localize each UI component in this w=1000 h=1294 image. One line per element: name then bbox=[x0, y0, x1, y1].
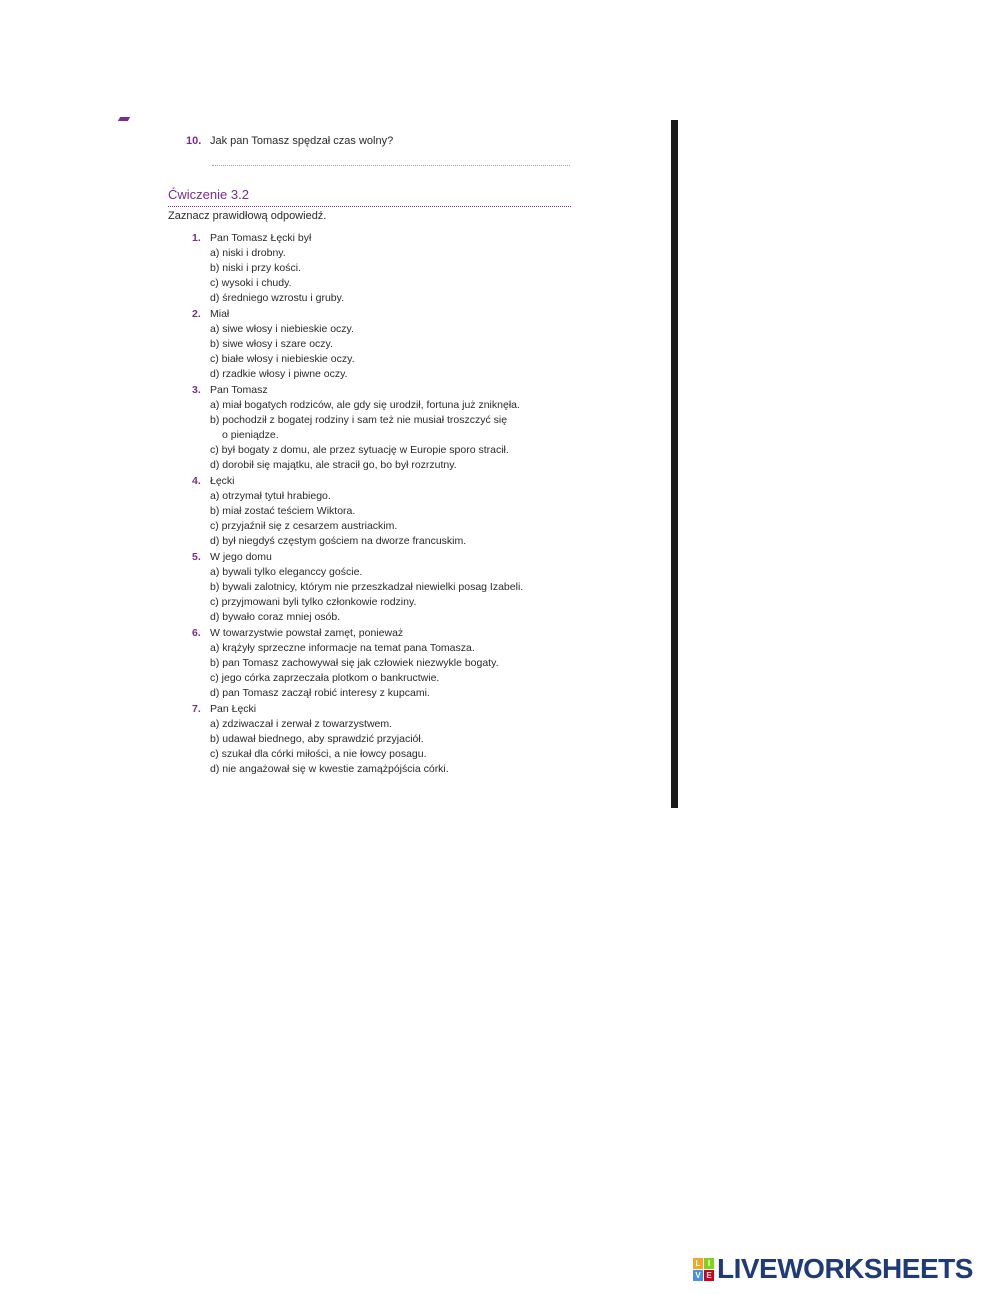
question-1 bbox=[192, 231, 572, 306]
answer-option[interactable] bbox=[192, 747, 572, 762]
logo-icon-cell: L bbox=[693, 1258, 703, 1269]
question-number: 4. bbox=[192, 475, 201, 487]
exercise-title: Ćwiczenie 3.2 bbox=[168, 187, 249, 202]
question-7 bbox=[192, 702, 572, 777]
question-number: 2. bbox=[192, 308, 201, 321]
question-number: 10. bbox=[186, 135, 202, 147]
answer-option-text: b) udawał biednego, aby sprawdzić przyjaciół. bbox=[210, 732, 424, 745]
answer-option-text: a) krążyły sprzeczne informacje na temat pana Tomasza. bbox=[210, 641, 475, 654]
liveworksheets-logo bbox=[693, 1255, 973, 1283]
answer-option[interactable] bbox=[192, 489, 572, 504]
exercise-divider bbox=[168, 206, 571, 207]
answer-option[interactable] bbox=[192, 443, 572, 458]
question-6 bbox=[192, 626, 572, 701]
question-prompt bbox=[192, 474, 572, 489]
question-prompt bbox=[192, 626, 572, 641]
answer-option-text: a) niski i drobny. bbox=[210, 246, 286, 259]
answer-option[interactable] bbox=[192, 352, 572, 367]
answer-option[interactable] bbox=[192, 276, 572, 291]
logo-icon-cell: V bbox=[693, 1270, 703, 1281]
answer-option[interactable] bbox=[192, 413, 572, 443]
answer-option-continuation: o pieniądze. bbox=[222, 428, 279, 441]
answer-option-text: b) siwe włosy i szare oczy. bbox=[210, 337, 333, 350]
question-prompt bbox=[192, 307, 572, 322]
logo-icon-cell: I bbox=[704, 1258, 714, 1269]
question-10 bbox=[186, 135, 393, 147]
answer-option[interactable] bbox=[192, 398, 572, 413]
answer-option[interactable] bbox=[192, 246, 572, 261]
answer-option[interactable] bbox=[192, 641, 572, 656]
answer-option-text: c) wysoki i chudy. bbox=[210, 276, 292, 289]
question-text: Pan Tomasz bbox=[210, 384, 268, 397]
answer-option-text: d) bywało coraz mniej osób. bbox=[210, 610, 341, 623]
logo-text: LIVEWORKSHEETS bbox=[717, 1253, 973, 1284]
answer-option-text: a) zdziwaczał i zerwał z towarzystwem. bbox=[210, 718, 393, 730]
question-text: Łęcki bbox=[210, 475, 235, 487]
question-4 bbox=[192, 474, 572, 549]
answer-option[interactable] bbox=[192, 595, 572, 610]
question-text: Miał bbox=[210, 308, 230, 321]
answer-option-text: b) miał zostać teściem Wiktora. bbox=[210, 504, 356, 517]
answer-option[interactable] bbox=[192, 504, 572, 519]
question-3 bbox=[192, 383, 572, 472]
answer-option-text: d) pan Tomasz zaczął robić interesy z kupcami. bbox=[210, 686, 430, 699]
answer-option-text: d) rzadkie włosy i piwne oczy. bbox=[210, 367, 348, 380]
answer-option-text: c) przyjaźnił się z cesarzem austriackim. bbox=[210, 519, 398, 532]
answer-option-text: a) otrzymał tytuł hrabiego. bbox=[210, 489, 331, 502]
answer-option-text: b) niski i przy kości. bbox=[210, 261, 302, 274]
answer-option-text: b) pan Tomasz zachowywał się jak człowiek niezwykle bogaty. bbox=[210, 656, 499, 669]
answer-line[interactable] bbox=[212, 165, 570, 166]
question-5 bbox=[192, 550, 572, 625]
question-list bbox=[192, 231, 572, 778]
question-prompt bbox=[192, 231, 572, 246]
corner-mark bbox=[118, 117, 130, 121]
answer-option-text: a) miał bogatych rodziców, ale gdy się urodził, fortuna już zniknęła. bbox=[210, 398, 520, 411]
answer-option-text: d) dorobił się majątku, ale stracił go, bo był rozrzutny. bbox=[210, 458, 457, 471]
answer-option-text: b) bywali zalotnicy, którym nie przeszkadzał niewielki posag Izabeli. bbox=[210, 580, 524, 593]
answer-option[interactable] bbox=[192, 337, 572, 352]
answer-option[interactable] bbox=[192, 458, 572, 473]
answer-option-text: c) jego córka zaprzeczała plotkom o bankructwie. bbox=[210, 671, 440, 684]
answer-option-text: c) szukał dla córki miłości, a nie łowcy posagu. bbox=[210, 747, 427, 760]
question-number: 5. bbox=[192, 551, 201, 564]
answer-option-text: c) przyjmowani byli tylko członkowie rodziny. bbox=[210, 595, 417, 608]
answer-option[interactable] bbox=[192, 519, 572, 534]
answer-option[interactable] bbox=[192, 686, 572, 701]
logo-icon bbox=[693, 1258, 714, 1281]
answer-option[interactable] bbox=[192, 534, 572, 549]
answer-option[interactable] bbox=[192, 580, 572, 595]
answer-option-text: a) bywali tylko eleganccy goście. bbox=[210, 565, 363, 578]
answer-option[interactable] bbox=[192, 610, 572, 625]
question-number: 3. bbox=[192, 384, 201, 397]
question-text: W towarzystwie powstał zamęt, ponieważ bbox=[210, 627, 404, 640]
answer-option-text: c) był bogaty z domu, ale przez sytuację w Europie sporo stracił. bbox=[210, 443, 509, 456]
question-text: W jego domu bbox=[210, 551, 272, 564]
answer-option-text: d) nie angażował się w kwestie zamążpójścia córki. bbox=[210, 762, 449, 775]
logo-icon-cell: E bbox=[704, 1270, 714, 1281]
answer-option[interactable] bbox=[192, 565, 572, 580]
question-text: Pan Tomasz Łęcki był bbox=[210, 232, 312, 244]
question-number: 6. bbox=[192, 627, 201, 640]
answer-option[interactable] bbox=[192, 732, 572, 747]
answer-option-text: b) pochodził z bogatej rodziny i sam też nie musiał troszczyć się bbox=[210, 413, 508, 426]
answer-option[interactable] bbox=[192, 367, 572, 382]
page-edge-bar bbox=[671, 120, 678, 808]
answer-option[interactable] bbox=[192, 762, 572, 777]
answer-option-text: d) średniego wzrostu i gruby. bbox=[210, 291, 345, 304]
answer-option-text: c) białe włosy i niebieskie oczy. bbox=[210, 352, 355, 365]
question-prompt bbox=[192, 702, 572, 717]
answer-option[interactable] bbox=[192, 717, 572, 732]
question-number: 1. bbox=[192, 232, 201, 244]
question-text: Jak pan Tomasz spędzał czas wolny? bbox=[210, 135, 394, 147]
answer-option[interactable] bbox=[192, 261, 572, 276]
question-number: 7. bbox=[192, 703, 201, 716]
question-prompt bbox=[192, 383, 572, 398]
question-text: Pan Łęcki bbox=[210, 703, 257, 716]
exercise-instruction: Zaznacz prawidłową odpowiedź. bbox=[168, 210, 327, 222]
answer-option[interactable] bbox=[192, 656, 572, 671]
answer-option[interactable] bbox=[192, 671, 572, 686]
answer-option-text: d) był niegdyś częstym gościem na dworze francuskim. bbox=[210, 534, 467, 547]
question-2 bbox=[192, 307, 572, 382]
answer-option[interactable] bbox=[192, 322, 572, 337]
question-prompt bbox=[192, 550, 572, 565]
answer-option-text: a) siwe włosy i niebieskie oczy. bbox=[210, 322, 354, 335]
answer-option[interactable] bbox=[192, 291, 572, 306]
